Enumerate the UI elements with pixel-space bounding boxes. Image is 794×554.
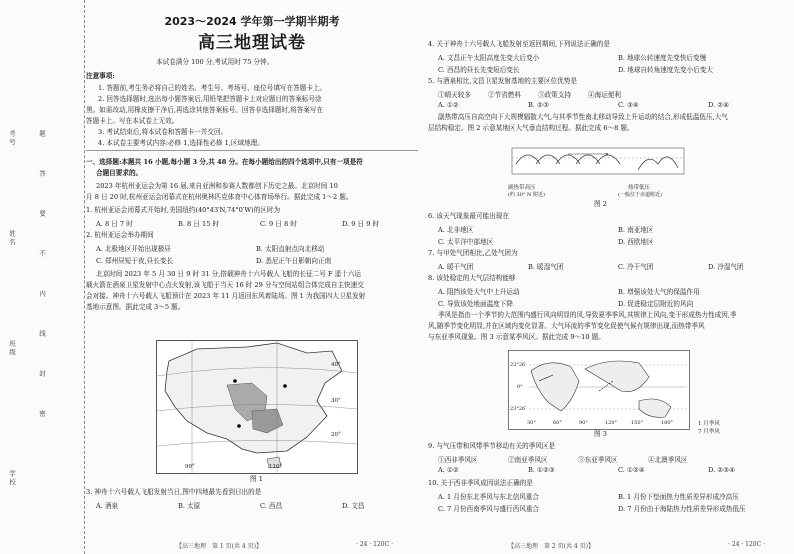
seal-char-8: 题 bbox=[38, 130, 46, 139]
q3-option-a[interactable]: A. 酒泉 bbox=[96, 502, 119, 510]
q6-option-a[interactable]: A. 北非地区 bbox=[438, 226, 474, 234]
q3-option-d[interactable]: D. 文昌 bbox=[342, 502, 365, 510]
notice-heading: 注意事项: bbox=[86, 72, 115, 80]
china-launch-sites-map bbox=[156, 340, 358, 474]
binding-margin bbox=[0, 0, 85, 554]
q8-option-c[interactable]: C. 导致该处地面温度下降 bbox=[438, 300, 513, 308]
subtropical-high-note: (约 30° N 附近) bbox=[508, 192, 545, 198]
exam-subject-title: 高三地理试卷 bbox=[198, 33, 306, 53]
q1-option-c[interactable]: C. 9 日 8 时 bbox=[260, 220, 297, 228]
lon-label: 150° bbox=[631, 420, 644, 426]
passage-line: 副热带高压自高空向下大规模辐散大气,与其季节性南北移动导致上升运动的结合,形成低温低压,大气 bbox=[438, 113, 728, 121]
school-label: 学校 bbox=[8, 470, 16, 487]
notice-item: 3. 考试结束后,将本试卷和答题卡一并交回。 bbox=[98, 128, 228, 136]
lon-label-110: 110° bbox=[269, 464, 283, 470]
q4-option-c[interactable]: C. 西昌的昼长先变短后变长 bbox=[438, 66, 520, 74]
q6-option-d[interactable]: D. 西欧地区 bbox=[618, 238, 654, 246]
question-1: 1. 杭州亚运会闭幕式开始时,美国纽约(40°43′N,74°0′W)的区时为 bbox=[86, 206, 281, 214]
seal-char-7: 答 bbox=[38, 170, 46, 179]
passage-line: 层结构稳定。图 2 示意某地区大气垂直结构过程。据此完成 6～8 题。 bbox=[428, 124, 634, 132]
footer-page-2: 【高三地理 第 2 页(共 4 页)】 bbox=[508, 543, 594, 550]
passage-line: 月 8 日 20 时,杭州亚运会闭幕式在杭州奥林匹克体育中心体育场举行。据此完成 1～2 题。 bbox=[86, 193, 353, 201]
seal-char-6: 要 bbox=[38, 210, 46, 219]
lat-label-30: 30° bbox=[331, 398, 341, 404]
notice-item: 4. 本试卷主要考试内容:必修 1,选择性必修 1,区域地理。 bbox=[98, 139, 264, 147]
question-9: 9. 与气压带和风带季节移动有关的季风区是 bbox=[428, 442, 556, 450]
q2-option-d[interactable]: D. 悉尼正午日影朝向正南 bbox=[256, 257, 332, 265]
notice-item: 答题卡上。写在本试卷上无效。 bbox=[86, 117, 179, 125]
q2-option-c[interactable]: C. 郑州昼短于夜,昼长变长 bbox=[96, 257, 174, 265]
q3-option-c[interactable]: C. 西昌 bbox=[260, 502, 283, 510]
seal-char-4: 内 bbox=[38, 290, 46, 299]
figure1-caption: 图 1 bbox=[250, 475, 263, 483]
q5-option-a[interactable]: A. ①② bbox=[438, 101, 459, 109]
q5-option-d[interactable]: D. ②④ bbox=[708, 101, 730, 109]
monsoon-map-drawing bbox=[509, 351, 689, 429]
question-5: 5. 与酒泉相比,文昌卫星发射基地的主要区位优势是 bbox=[428, 77, 577, 85]
q9-item-2: ②南亚季风区 bbox=[508, 456, 548, 464]
china-map-drawing bbox=[157, 341, 357, 473]
lat-label-20: 20° bbox=[331, 432, 341, 438]
notice-item: 2. 回答选择题时,选出每小题答案后,用铅笔把答题卡上对应题目的答案标号涂 bbox=[98, 95, 322, 103]
tropical-low-note: (一般位于赤道附近) bbox=[618, 192, 662, 198]
q1-option-a[interactable]: A. 8 日 7 时 bbox=[96, 220, 133, 228]
q5-item-2: ②节省燃料 bbox=[488, 91, 521, 99]
question-6: 6. 该天气现象最可能出现在 bbox=[428, 212, 509, 220]
lat-label-equator: 0° bbox=[517, 384, 523, 390]
footer-code-1: · 24 · 120C · bbox=[356, 541, 394, 548]
legend-july: 7 月季风 bbox=[698, 429, 720, 435]
q6-option-c[interactable]: C. 太平洋中部地区 bbox=[438, 238, 494, 246]
tropical-low-label: 热带低压 bbox=[628, 185, 651, 191]
lon-label-90: 90° bbox=[185, 464, 195, 470]
lat-label-40: 40° bbox=[331, 362, 341, 368]
section1-intro: 一、选择题:本题共 16 小题,每小题 3 分,共 48 分。在每小题给出的四个选项中,只有一项是符 bbox=[86, 158, 363, 166]
q5-option-b[interactable]: B. ②③ bbox=[528, 101, 549, 109]
passage-line: 会对接。神舟十六号载人飞船预计在 2023 年 11 月返回东风着陆场。图 1 为我国四大卫星发射 bbox=[86, 292, 366, 300]
question-3: 3. 神舟十六号载人飞船发射当日,图中四地最先看到日出的是 bbox=[86, 488, 262, 496]
q9-item-3: ③东亚季风区 bbox=[578, 456, 618, 464]
passage-line: 与东亚季风现象。图 3 示意某季风区。据此完成 9～10 题。 bbox=[428, 333, 605, 341]
lon-label: 90° bbox=[579, 420, 588, 426]
question-4: 4. 关于神舟十六号载人飞船发射至返回期间,下列说法正确的是 bbox=[428, 40, 610, 48]
q7-option-d[interactable]: D. 冷湿气团 bbox=[708, 263, 744, 271]
q1-option-b[interactable]: B. 8 日 15 时 bbox=[178, 220, 220, 228]
exam-number-label: 考号 bbox=[8, 130, 16, 147]
q5-item-4: ④海运便利 bbox=[588, 91, 621, 99]
class-label: 班级 bbox=[8, 340, 16, 357]
q5-item-1: ①晴天较多 bbox=[438, 91, 471, 99]
lon-label: 120° bbox=[605, 420, 618, 426]
q4-option-b[interactable]: B. 地球公转速度先变快后变慢 bbox=[618, 54, 707, 62]
q9-option-b[interactable]: B. ①②③ bbox=[528, 466, 555, 474]
q5-item-3: ③政策支持 bbox=[538, 91, 571, 99]
notice-item: 黑。如需改动,用橡皮擦干净后,再选涂其他答案标号。回答非选择题时,将答案写在 bbox=[86, 106, 324, 114]
q8-option-a[interactable]: A. 阻挡该处大气中上升运动 bbox=[438, 288, 520, 296]
footer-code-2: · 24 · 120C · bbox=[728, 541, 766, 548]
question-2: 2. 杭州亚运会举办期间 bbox=[86, 231, 154, 239]
q10-option-c[interactable]: C. 7 月份西南季风与盛行西风重合 bbox=[438, 505, 540, 513]
lon-label: 30° bbox=[527, 420, 536, 426]
lat-label-north: 23°26′ bbox=[510, 362, 527, 368]
exam-term-title: 2023～2024 学年第一学期半期考 bbox=[164, 15, 340, 28]
q1-option-d[interactable]: D. 9 日 9 时 bbox=[342, 220, 380, 228]
q10-option-d[interactable]: D. 7 月份由于海陆热力性质差异形成热低压 bbox=[618, 505, 746, 513]
lon-label: 60° bbox=[553, 420, 562, 426]
q7-option-c[interactable]: C. 冷干气团 bbox=[618, 263, 654, 271]
seal-char-2: 封 bbox=[38, 370, 46, 379]
q4-option-a[interactable]: A. 文昌正午太阳高度先变大后变小 bbox=[438, 54, 540, 62]
passage-line: 北京时间 2023 年 5 月 30 日 9 时 31 分,搭载神舟十六号载人飞船的长征二号 F 遥十六运 bbox=[96, 270, 361, 278]
exam-info: 本试卷满分 100 分,考试用时 75 分钟。 bbox=[156, 58, 274, 66]
q9-option-d[interactable]: D. ②③④ bbox=[708, 466, 735, 474]
passage-line: 风,随季节变化明显,并在区域内变化显著。大气环流的季节变化促使气候有规律出现,而热带季风 bbox=[428, 322, 705, 330]
q8-option-b[interactable]: B. 增强该处大气的保温作用 bbox=[618, 288, 700, 296]
figure3-caption: 图 3 bbox=[594, 430, 607, 438]
q4-option-d[interactable]: D. 地球自转角速度先变小后变大 bbox=[618, 66, 713, 74]
q6-option-b[interactable]: B. 南亚地区 bbox=[618, 226, 654, 234]
passage-line: 季风是指由一个季节的大范围内盛行风向明显的风,导致夏季季风,其规律上风向,变干形成热力性成因,季 bbox=[438, 311, 737, 319]
q9-item-1: ①西非季风区 bbox=[438, 456, 478, 464]
q2-option-a[interactable]: A. 北极地区开始出现极昼 bbox=[96, 245, 171, 253]
footer-page-1: 【高三地理 第 1 页(共 4 页)】 bbox=[176, 543, 262, 550]
q8-option-d[interactable]: D. 促进稳定层附近的风向 bbox=[618, 300, 694, 308]
q9-item-4: ④北澳季风区 bbox=[648, 456, 688, 464]
section1-intro: 合题目要求的。 bbox=[96, 169, 143, 177]
name-label: 姓名 bbox=[8, 230, 16, 247]
seal-char-1: 密 bbox=[38, 410, 46, 419]
passage-line: 2023 年杭州亚运会为第 16 届,来自亚洲和参赛人数都创下历史之最。北京时间 10 bbox=[96, 182, 338, 190]
q9-option-a[interactable]: A. ①② bbox=[438, 466, 459, 474]
atmosphere-diagram-drawing bbox=[508, 134, 688, 184]
question-7: 7. 与甲处气团相比,乙处气团为 bbox=[428, 249, 518, 257]
q7-option-b[interactable]: B. 暖湿气团 bbox=[528, 263, 564, 271]
monsoon-region-map bbox=[508, 350, 690, 430]
notice-item: 1. 答题前,考生务必将自己的姓名、考生号、考场号、座位号填写在答题卡上。 bbox=[98, 84, 327, 92]
subtropical-high-label: 副热带高压 bbox=[508, 185, 536, 191]
figure2-caption: 图 2 bbox=[594, 200, 607, 208]
divider bbox=[86, 150, 418, 151]
seal-char-3: 线 bbox=[38, 330, 46, 339]
question-8: 8. 该处稳定的大气层结构能够 bbox=[428, 274, 516, 282]
q2-option-b[interactable]: B. 太阳直射点向北移动 bbox=[256, 245, 325, 253]
legend-january: 1 月季风 bbox=[698, 421, 720, 427]
question-10: 10. 关于西非季风成因说法正确的是 bbox=[428, 479, 533, 487]
lon-label: 180° bbox=[661, 420, 674, 426]
lat-label-south: 23°26′ bbox=[510, 406, 527, 412]
seal-char-5: 不 bbox=[38, 250, 46, 259]
passage-line: 载火箭在酒泉卫星发射中心点火发射,该飞船于当天 16 时 29 分与空间站组合体完成自主快速交 bbox=[86, 281, 364, 289]
q10-option-b[interactable]: B. 1 月份下垫面热力性质差异形成冷高压 bbox=[618, 493, 739, 501]
q7-option-a[interactable]: A. 暖干气团 bbox=[438, 263, 474, 271]
atmosphere-structure-diagram bbox=[508, 134, 688, 200]
q3-option-b[interactable]: B. 太原 bbox=[178, 502, 201, 510]
q10-option-a[interactable]: A. 1 月份东北季风与东北信风重合 bbox=[438, 493, 539, 501]
q9-option-c[interactable]: C. ①②④ bbox=[618, 466, 645, 474]
q5-option-c[interactable]: C. ③④ bbox=[618, 101, 639, 109]
passage-line: 基地示意图。据此完成 3～5 题。 bbox=[86, 303, 185, 311]
